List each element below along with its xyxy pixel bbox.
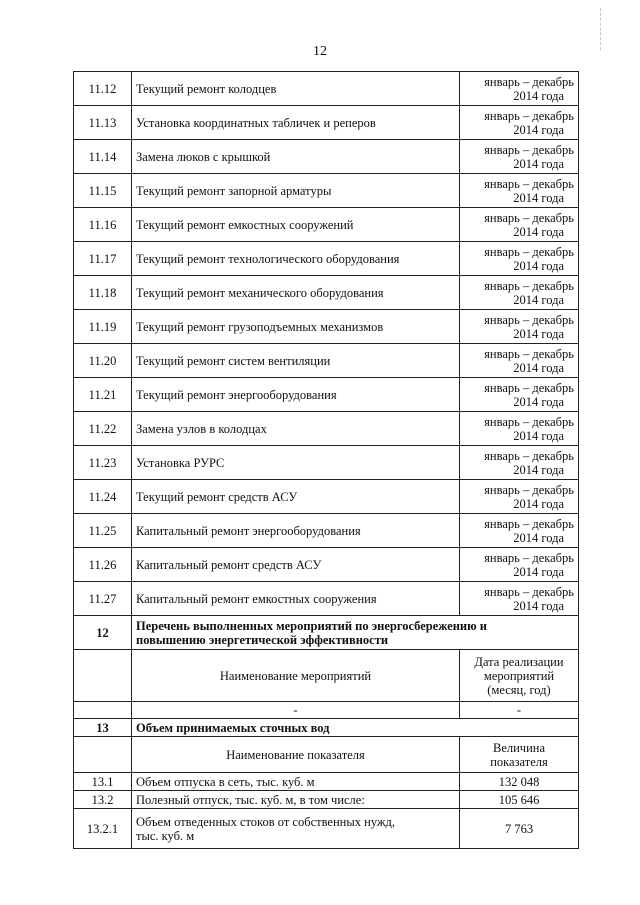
section-12-column-header-row [74,650,579,702]
row-name-line1: Объем отведенных стоков от собственных нужд, [136,814,396,829]
row-number: 13.1 [74,773,132,791]
row-number: 11.16 [74,208,132,242]
row-year: 2014 года [513,190,564,205]
row-date [460,208,579,242]
row-year: 2014 года [513,428,564,443]
row-name: Замена люков с крышкой [132,140,460,174]
row-number: 13.2 [74,791,132,809]
row-period: январь – декабрь [484,380,574,395]
row-name: Замена узлов в колодцах [132,412,460,446]
row-year: 2014 года [513,394,564,409]
table-row [74,344,579,378]
row-period: январь – декабрь [484,516,574,531]
row-year: 2014 года [513,292,564,307]
row-number: 11.20 [74,344,132,378]
row-number: 11.26 [74,548,132,582]
document-table [73,71,579,849]
row-name: Капитальный ремонт емкостных сооружения [132,582,460,616]
row-year: 2014 года [513,598,564,613]
section-12-number: 12 [74,616,132,650]
row-name: Текущий ремонт механического оборудования [132,276,460,310]
row-number: 11.23 [74,446,132,480]
row-number: 11.21 [74,378,132,412]
section-12-title [132,616,579,650]
row-number: 11.25 [74,514,132,548]
section-13 [74,719,579,849]
table-row [74,378,579,412]
row-date [460,174,579,208]
row-name: Текущий ремонт систем вентиляции [132,344,460,378]
row-name: Объем отпуска в сеть, тыс. куб. м [132,773,460,791]
row-date [460,276,579,310]
row-name: Текущий ремонт колодцев [132,72,460,106]
section-13-col-name: Наименование показателя [132,737,460,773]
row-name: Текущий ремонт средств АСУ [132,480,460,514]
row-period: январь – декабрь [484,108,574,123]
table-row [74,548,579,582]
section-13-header-row [74,719,579,737]
section-12-title-line1: Перечень выполненных мероприятий по энергосбережению и [136,618,488,633]
row-value: 7 763 [460,809,579,849]
row-number: 11.18 [74,276,132,310]
table-row [74,514,579,548]
row-period: январь – декабрь [484,550,574,565]
row-date [460,582,579,616]
table-row [74,72,579,106]
row-date [460,446,579,480]
row-value: 132 048 [460,773,579,791]
row-year: 2014 года [513,564,564,579]
row-year: 2014 года [513,360,564,375]
row-year: 2014 года [513,122,564,137]
section-13-title: Объем принимаемых сточных вод [132,719,579,737]
row-date [460,310,579,344]
row-year: 2014 года [513,496,564,511]
row-number: 11.17 [74,242,132,276]
row-date [460,412,579,446]
table-row [74,582,579,616]
section-12-title-line2: повышению энергетической эффективности [136,632,389,647]
table-row [74,480,579,514]
row-year: 2014 года [513,258,564,273]
table-row [74,310,579,344]
row-name: Установка РУРС [132,446,460,480]
row-number: 13.2.1 [74,809,132,849]
row-number: 11.19 [74,310,132,344]
row-name: Текущий ремонт грузоподъемных механизмов [132,310,460,344]
section-12 [74,616,579,719]
row-period: январь – декабрь [484,142,574,157]
row-year: 2014 года [513,530,564,545]
section-13-blank-cell [74,737,132,773]
page-number: 12 [313,44,327,59]
section-13-column-header-row [74,737,579,773]
row-name: Текущий ремонт энергооборудования [132,378,460,412]
row-name: Капитальный ремонт средств АСУ [132,548,460,582]
row-period: январь – декабрь [484,482,574,497]
row-date [460,344,579,378]
table-row [74,140,579,174]
section-12-empty-num [74,702,132,719]
table-row [74,809,579,849]
row-year: 2014 года [513,224,564,239]
row-period: январь – декабрь [484,210,574,225]
row-date [460,242,579,276]
row-name [132,809,460,849]
row-name: Капитальный ремонт энергооборудования [132,514,460,548]
section-13-number: 13 [74,719,132,737]
row-period: январь – декабрь [484,346,574,361]
row-year: 2014 года [513,156,564,171]
section-12-col-date-line3: (месяц, год) [487,682,551,697]
table-row [74,276,579,310]
table-row [74,791,579,809]
row-value: 105 646 [460,791,579,809]
section-12-col-name: Наименование мероприятий [132,650,460,702]
row-year: 2014 года [513,88,564,103]
row-number: 11.12 [74,72,132,106]
row-number: 11.22 [74,412,132,446]
table-row [74,208,579,242]
section-12-col-date [460,650,579,702]
row-date [460,548,579,582]
section-13-col-value-line2: показателя [490,754,548,769]
row-period: январь – декабрь [484,414,574,429]
row-year: 2014 года [513,462,564,477]
table-row [74,174,579,208]
row-date [460,140,579,174]
row-number: 11.13 [74,106,132,140]
row-period: январь – декабрь [484,584,574,599]
row-period: январь – декабрь [484,448,574,463]
table-row [74,242,579,276]
section-13-col-value [460,737,579,773]
row-number: 11.14 [74,140,132,174]
row-number: 11.24 [74,480,132,514]
row-period: январь – декабрь [484,176,574,191]
row-name-line2: тыс. куб. м [136,828,195,843]
row-date [460,378,579,412]
table-row [74,773,579,791]
row-date [460,106,579,140]
section-12-col-date-line1: Дата реализации [474,654,564,669]
table-row [74,446,579,480]
scan-edge-mark [600,8,602,50]
row-name: Текущий ремонт технологического оборудования [132,242,460,276]
section-12-header-row [74,616,579,650]
section-13-col-value-line1: Величина [492,740,546,755]
row-name: Текущий ремонт запорной арматуры [132,174,460,208]
row-number: 11.15 [74,174,132,208]
section-12-empty-row [74,702,579,719]
row-date [460,514,579,548]
section-12-empty-name: - [132,702,460,719]
row-period: январь – декабрь [484,312,574,327]
row-period: январь – декабрь [484,244,574,259]
row-period: январь – декабрь [484,74,574,89]
row-name: Установка координатных табличек и реперов [132,106,460,140]
row-year: 2014 года [513,326,564,341]
row-name: Полезный отпуск, тыс. куб. м, в том числе: [132,791,460,809]
row-name: Текущий ремонт емкостных сооружений [132,208,460,242]
row-period: январь – декабрь [484,278,574,293]
row-number: 11.27 [74,582,132,616]
section-12-empty-date: - [460,702,579,719]
items-body [74,72,579,616]
table-row [74,412,579,446]
row-date [460,72,579,106]
table-row [74,106,579,140]
section-12-col-date-line2: мероприятий [483,668,555,683]
row-date [460,480,579,514]
section-12-blank-cell [74,650,132,702]
